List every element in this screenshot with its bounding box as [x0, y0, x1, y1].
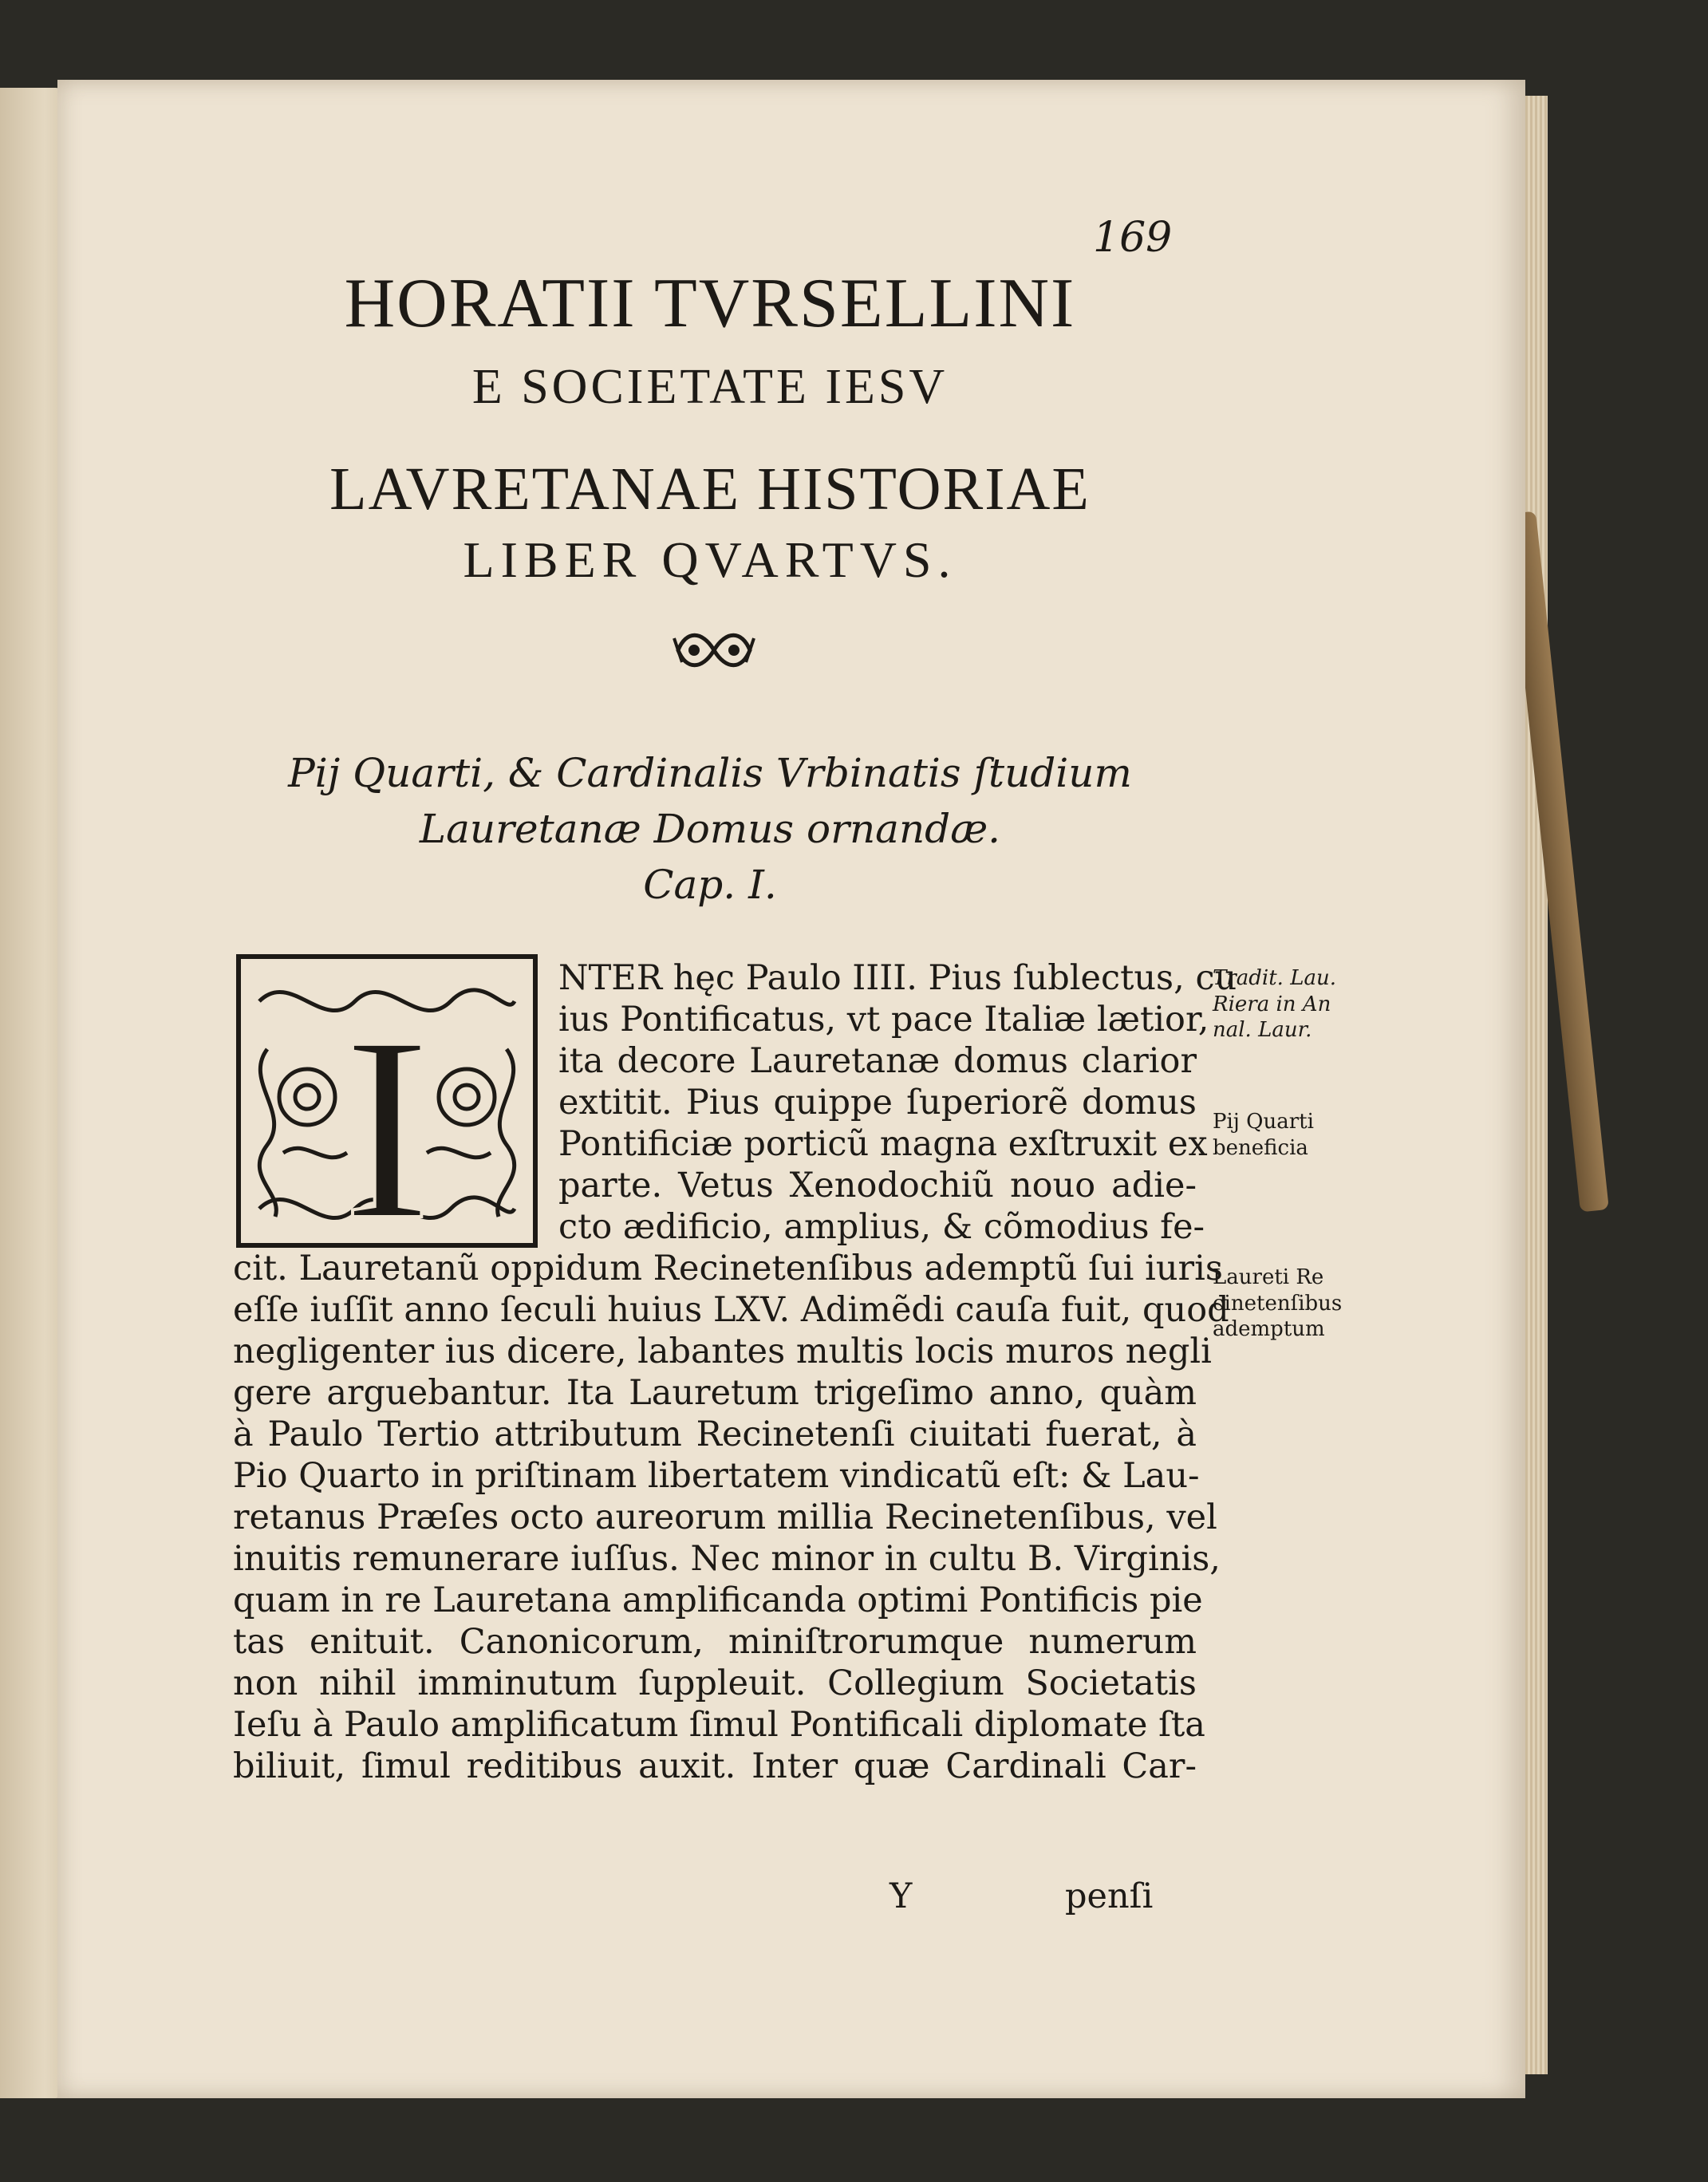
body-line: à Paulo Tertio attributum Recinetenſi ciuitati fuerat, à	[233, 1415, 1197, 1454]
margin-note-source	[1213, 965, 1336, 1044]
title-book: LIBER QVARTVS.	[463, 531, 957, 588]
page-number: 169	[1093, 214, 1173, 262]
chapter-heading-line-1: Pij Quarti, & Cardinalis Vrbinatis ſtudium	[288, 750, 1132, 796]
title-author: HORATII TVRSELLINI	[344, 265, 1076, 342]
body-line: NTER hęc Paulo IIII. Pius ſublectus, cu	[558, 958, 1237, 998]
body-line: quam in re Lauretana amplificanda optimi Pontificis pie	[233, 1580, 1203, 1620]
chapter-number: Cap. I.	[643, 862, 777, 908]
body-line: gere arguebantur. Ita Lauretum trigeſimo anno, quàm	[233, 1373, 1197, 1413]
body-line: inuitis remunerare iuſſus. Nec minor in cultu B. Virginis,	[233, 1539, 1221, 1579]
chapter-heading-line-2: Lauretanæ Domus ornandæ.	[419, 806, 1001, 852]
margin-note-line: Laureti Re	[1213, 1265, 1324, 1289]
body-line: non nihil imminutum ſuppleuit. Collegium Societatis	[233, 1663, 1197, 1703]
body-line: ita decore Lauretanæ domus clarior	[558, 1041, 1197, 1081]
body-line: biliuit, ſimul reditibus auxit. Inter quæ Cardinali Car-	[233, 1746, 1197, 1786]
fleuron-ornament-icon	[670, 626, 758, 674]
title-society: E SOCIETATE IESV	[471, 360, 949, 414]
body-line: extitit. Pius quippe ſuperiorẽ domus	[558, 1083, 1197, 1123]
margin-note-line: Pij Quarti	[1213, 1110, 1314, 1134]
decorated-initial-icon	[235, 953, 538, 1249]
body-line: parte. Vetus Xenodochiũ nouo adie-	[558, 1166, 1197, 1205]
body-line: Ieſu à Paulo amplificatum ſimul Pontificali diplomate ſta	[233, 1705, 1205, 1745]
facing-page-edge	[0, 88, 64, 2098]
title-work: LAVRETANAE HISTORIAE	[329, 456, 1091, 523]
margin-note-line: beneficia	[1213, 1135, 1308, 1160]
body-line: negligenter ius dicere, labantes multis locis muros negli	[233, 1332, 1212, 1371]
body-line: retanus Præſes octo aureorum millia Recinetenſibus, vel	[233, 1497, 1217, 1537]
margin-note-lauretum	[1213, 1265, 1342, 1343]
margin-note-line: nal. Laur.	[1213, 1018, 1312, 1042]
body-line: cit. Lauretanũ oppidum Recinetenſibus ademptũ ſui iuris	[233, 1249, 1223, 1288]
margin-note-benefits	[1213, 1109, 1314, 1161]
catchword: penſi	[1065, 1876, 1154, 1916]
margin-note-line: Tradit. Lau.	[1213, 966, 1336, 990]
body-line: Pontificiæ porticũ magna exſtruxit ex	[558, 1124, 1208, 1164]
body-line: Pio Quarto in priſtinam libertatem vindicatũ eſt: & Lau-	[233, 1456, 1200, 1496]
drop-cap-letter: I	[343, 983, 431, 1249]
body-line: ius Pontificatus, vt pace Italiæ lætior,	[558, 1000, 1209, 1040]
margin-note-line: Riera in An	[1213, 992, 1331, 1016]
body-line: cto ædificio, amplius, & cõmodius fe-	[558, 1207, 1205, 1247]
signature-mark: Y	[890, 1876, 913, 1916]
margin-note-line: cinetenſibus	[1213, 1291, 1343, 1316]
body-line: tas enituit. Canonicorum, miniſtrorumque numerum	[233, 1622, 1197, 1662]
body-line: eſſe iuſſit anno ſeculi huius LXV. Adimẽdi cauſa fuit, quod	[233, 1290, 1229, 1330]
margin-note-line: ademptum	[1213, 1317, 1325, 1341]
